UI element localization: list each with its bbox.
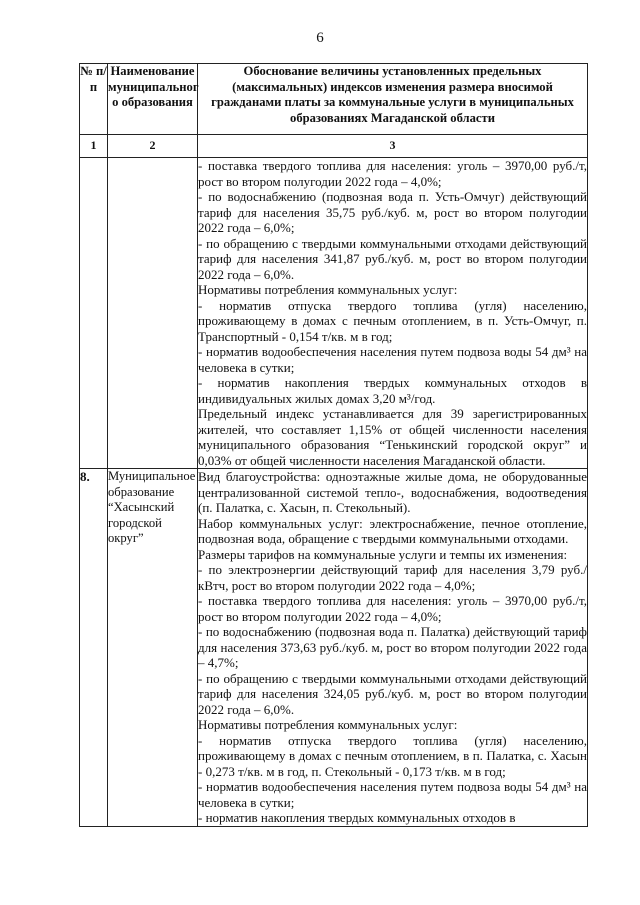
column-number: 2	[108, 135, 198, 158]
row-basis	[198, 469, 588, 827]
row-number	[80, 158, 108, 469]
table-row	[80, 158, 588, 469]
header-num: № п/п	[80, 64, 108, 135]
basis-line: Набор коммунальных услуг: электроснабжение, печное отопление, подвозная вода, обращение с твердыми коммунальными отходами.	[198, 515, 587, 546]
row-municipality: Муниципальное образование “Хасынский городской округ”	[108, 469, 198, 827]
basis-line: Нормативы потребления коммунальных услуг:	[198, 717, 458, 732]
basis-line: - норматив накопления твердых коммунальных отходов в	[198, 810, 516, 825]
basis-line: - по обращению с твердыми коммунальными отходами действующий тариф для населения 324,05 руб./куб. м, рост во втором полугодии 2022 года – 6,0%.	[198, 670, 587, 717]
page-number: 6	[316, 30, 324, 46]
basis-line: Предельный индекс устанавливается для 39 зарегистрированных жителей, что составляет 1,15% от общей численности населения муниципального образования “Тенькинский городской округ” и 0,03% от общей численности населения Магаданской области.	[198, 406, 587, 468]
basis-line: - норматив водообеспечения населения путем подвоза воды 54 дм³ на человека в сутки;	[198, 344, 587, 375]
column-number: 1	[80, 135, 108, 158]
header-municipality: Наименование муниципальног о образования	[108, 64, 198, 135]
basis-line: - норматив водообеспечения населения путем подвоза воды 54 дм³ на человека в сутки;	[198, 779, 587, 810]
column-number: 3	[198, 135, 588, 158]
column-number-row	[80, 135, 588, 158]
basis-line: Размеры тарифов на коммунальные услуги и темпы их изменения:	[198, 546, 568, 562]
basis-line: - по водоснабжению (подвозная вода п. Усть-Омчуг) действующий тариф для населения 35,75 руб./куб. м, рост во втором полугодии 2022 года – 6,0%;	[198, 189, 587, 235]
basis-line: - поставка твердого топлива для населения: уголь – 3970,00 руб./т, рост во втором полугодии 2022 года – 4,0%;	[198, 158, 587, 189]
row-number: 8.	[80, 469, 108, 827]
table-row	[80, 469, 588, 827]
basis-line: - по обращению с твердыми коммунальными отходами действующий тариф для населения 341,87 руб./куб. м, рост во втором полугодии 2022 года – 6,0%.	[198, 235, 587, 282]
table-header-row	[80, 64, 588, 135]
basis-line: - норматив накопления твердых коммунальных отходов в индивидуальных жилых домах 3,20 м³/год.	[198, 375, 587, 406]
basis-line: - норматив отпуска твердого топлива (угля) населению, проживающему в домах с печным отоплением, в п. Усть-Омчуг, п. Транспортный - 0,154 т/кв. м в год;	[198, 297, 587, 344]
row-basis	[198, 158, 588, 469]
basis-line: - по электроэнергии действующий тариф для населения 3,79 руб./кВтч, рост во втором полугодии 2022 года – 4,0%;	[198, 562, 587, 593]
basis-line: Вид благоустройства: одноэтажные жилые дома, не оборудованные централизованной системой тепло-, водоснабжения, водоотведения (п. Палатка, с. Хасын, п. Стекольный).	[198, 469, 587, 515]
header-basis: Обоснование величины установленных предельных (максимальных) индексов изменения размера вносимой гражданами платы за коммунальные услуги в муниципальных образованиях Магаданской области	[198, 64, 588, 135]
basis-line: - норматив отпуска твердого топлива (угля) населению, проживающему в домах с печным отоплением, в п. Палатка, с. Хасын - 0,273 т/кв. м в год, п. Стекольный - 0,173 т/кв. м в год;	[198, 732, 587, 779]
basis-line: - по водоснабжению (подвозная вода п. Палатка) действующий тариф для населения 373,63 руб./куб. м, рост во втором полугодии 2022 года – 4,7%;	[198, 624, 587, 670]
basis-line: Нормативы потребления коммунальных услуг:	[198, 282, 458, 297]
row-municipality	[108, 158, 198, 469]
tariff-table	[79, 63, 588, 827]
basis-line: - поставка твердого топлива для населения: уголь – 3970,00 руб./т, рост во втором полугодии 2022 года – 4,0%;	[198, 593, 587, 624]
